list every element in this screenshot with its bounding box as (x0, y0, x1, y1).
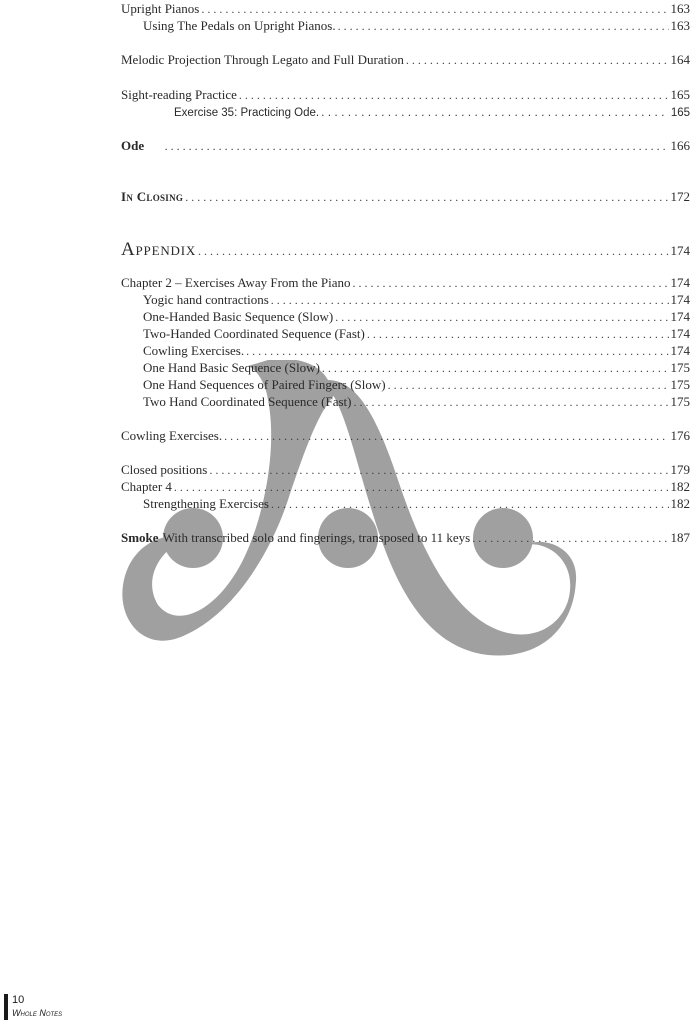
toc-title: Using The Pedals on Upright Pianos. (143, 18, 336, 33)
toc-title: Two Hand Coordinated Sequence (Fast) (143, 394, 352, 409)
footer-bar (4, 994, 8, 1020)
page-number: 10 (12, 994, 25, 1006)
toc-title: Exercise 35: Practicing Ode. (174, 107, 320, 119)
toc-entry-cowling[interactable] (121, 428, 690, 444)
leader-dots (165, 138, 669, 154)
running-footer-title: Whole Notes (12, 1008, 63, 1018)
toc-title: Sight-reading Practice (121, 87, 237, 102)
toc-title: One Hand Sequences of Paired Fingers (Slow) (143, 377, 386, 392)
toc-page: 176 (670, 428, 690, 443)
toc-page: 163 (670, 18, 690, 33)
toc-page: 182 (670, 496, 690, 511)
toc-page: 174 (670, 292, 690, 307)
toc-title: Cowling Exercises. (121, 428, 223, 443)
toc-page: 179 (670, 462, 690, 477)
toc-entry-sight-reading[interactable] (121, 87, 690, 103)
leader-dots (271, 292, 669, 308)
leader-dots (472, 530, 668, 546)
leader-dots (239, 87, 669, 103)
toc-entry-one-hand-paired[interactable] (143, 377, 690, 393)
leader-dots (209, 462, 668, 478)
leader-dots (185, 189, 668, 205)
toc-entry-exercise-35[interactable] (174, 104, 690, 121)
toc-page: 174 (670, 326, 690, 341)
leader-dots (174, 479, 669, 495)
toc-entry-two-handed-coordinated[interactable] (143, 326, 690, 342)
leader-dots (322, 360, 669, 376)
toc-entry-ode[interactable] (121, 138, 690, 154)
toc-title: Chapter 2 – Exercises Away From the Piano (121, 275, 351, 290)
toc-entry-closed-positions[interactable] (121, 462, 690, 478)
toc-entry-one-hand-basic[interactable] (143, 360, 690, 376)
toc-page: 164 (670, 52, 690, 67)
leader-dots (406, 52, 669, 68)
toc-entry-strengthening[interactable] (143, 496, 690, 512)
toc-page: 174 (670, 275, 690, 290)
toc-entry-in-closing[interactable] (121, 189, 690, 205)
toc-subtitle: With transcribed solo and fingerings, transposed to 11 keys (162, 530, 471, 545)
toc-page: 174 (670, 343, 690, 358)
toc-page: 175 (670, 360, 690, 375)
toc-title: Smoke (121, 530, 159, 545)
leader-dots (338, 18, 669, 34)
toc-entry-cowling-sub[interactable] (143, 343, 690, 359)
toc-page: 165 (670, 107, 690, 119)
toc-title: Upright Pianos (121, 1, 200, 16)
toc-entry-two-hand-coordinated[interactable] (143, 394, 690, 410)
toc-title: Yogic hand contractions (143, 292, 269, 307)
toc-page: 165 (670, 87, 690, 102)
toc-page: 174 (670, 309, 690, 324)
toc-title: Closed positions (121, 462, 208, 477)
leader-dots (335, 309, 668, 325)
toc-entry-chapter-4[interactable] (121, 479, 690, 495)
toc-title: In Closing (121, 189, 184, 204)
toc-page: 172 (670, 189, 690, 204)
toc-page: 175 (670, 394, 690, 409)
toc-entry-chapter-2[interactable] (121, 275, 690, 291)
toc-entry-smoke[interactable] (121, 530, 690, 546)
toc-title: Ode (121, 138, 145, 153)
leader-dots (321, 104, 669, 120)
toc-title: Two-Handed Coordinated Sequence (Fast) (143, 326, 365, 341)
toc-page: 175 (670, 377, 690, 392)
leader-dots (388, 377, 669, 393)
leader-dots (246, 343, 668, 359)
toc-page: 163 (670, 1, 690, 16)
leader-dots (201, 1, 668, 17)
toc-entry-yogic[interactable] (143, 292, 690, 308)
leader-dots (198, 243, 668, 259)
toc-entry-using-pedals[interactable] (143, 18, 690, 34)
leader-dots (367, 326, 669, 342)
toc-entry-melodic-projection[interactable] (121, 52, 690, 68)
toc-page: 182 (670, 479, 690, 494)
toc-title: One-Handed Basic Sequence (Slow) (143, 309, 334, 324)
toc-title: One Hand Basic Sequence (Slow) (143, 360, 320, 375)
toc-page: 187 (670, 530, 690, 545)
toc-title: Appendix (121, 239, 197, 260)
toc-entry-upright-pianos[interactable] (121, 1, 690, 17)
toc-entry-appendix[interactable] (121, 239, 690, 260)
leader-dots (271, 496, 669, 512)
toc-title: Cowling Exercises. (143, 343, 245, 358)
toc-title: Chapter 4 (121, 479, 172, 494)
toc-title: Strengthening Exercises (143, 496, 269, 511)
leader-dots (224, 428, 668, 444)
toc-page: 166 (670, 138, 690, 153)
toc-entry-one-handed-basic[interactable] (143, 309, 690, 325)
leader-dots (353, 394, 668, 410)
toc-title: Melodic Projection Through Legato and Full Duration (121, 52, 404, 67)
leader-dots (353, 275, 669, 291)
toc-page: 174 (670, 243, 690, 258)
